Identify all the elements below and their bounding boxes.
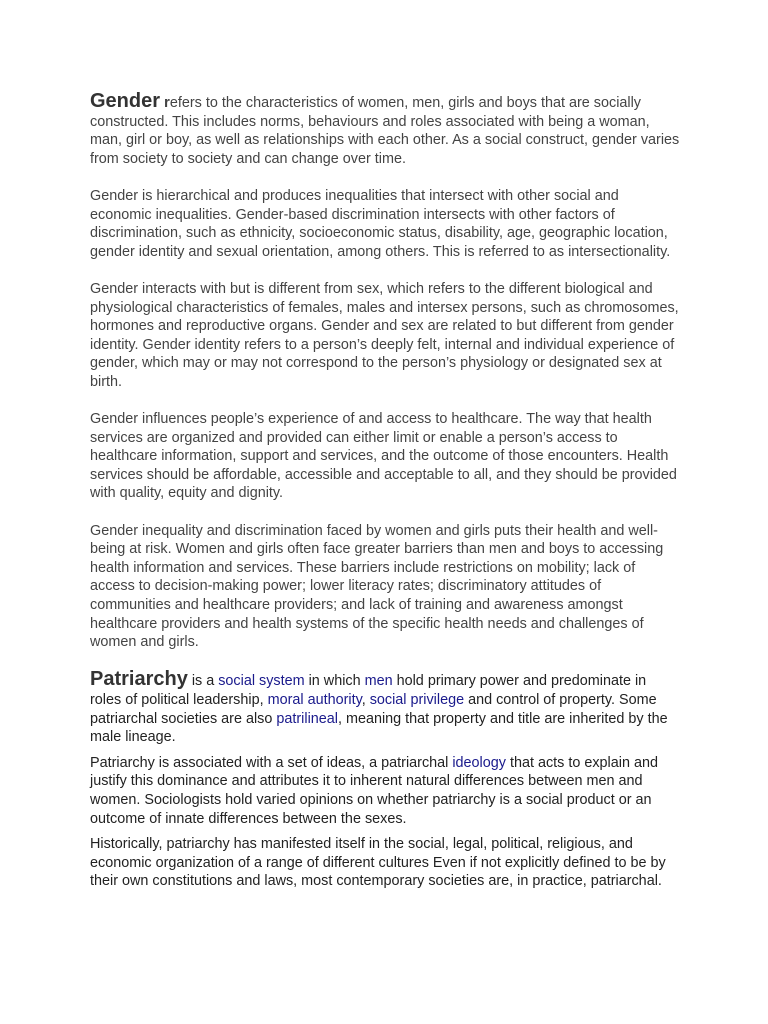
gender-paragraph-1-text: efers to the characteristics of women, men, girls and boys that are socially constructed. This includes norms, behaviours and roles associated with being a woman, man, girl or boy, as well as relationships with each other. As a social construct, gender varies from society to society and can change over time. bbox=[90, 95, 680, 167]
link-moral-authority[interactable]: moral authority bbox=[267, 692, 362, 708]
link-patrilineal[interactable]: patrilineal bbox=[276, 710, 338, 727]
patriarchy-paragraph-2 bbox=[90, 754, 680, 828]
gender-paragraph-4: Gender influences people’s experience of and access to healthcare. The way that health services are organized and provided can either limit or enable a person’s access to healthcare information, support and services, and the outcome of those encounters. Health services should be affordable, accessible and acceptable to all, and they should be provided with quality, equity and dignity. bbox=[90, 411, 677, 502]
gender-paragraph-3: Gender interacts with but is different from sex, which refers to the different biological and physiological characteristics of females, males and intersex persons, such as chromosomes, hormones and reproductive organs. Gender and sex are related to but different from gender identity. Gender identity refers to a person’s deeply felt, internal and individual experience of gender, which may or may not correspond to the person’s physiology or designated sex at birth. bbox=[90, 280, 679, 390]
gender-heading-word: Gender bbox=[90, 90, 161, 112]
link-men[interactable]: men bbox=[364, 673, 393, 690]
patriarchy-text-segment: that acts to explain and justify this dominance and attributes it to inherent natural differences between men and women. Sociologists hold varied opinions on whether patriarchy is a social product or an outcome of innate differences between the sexes. bbox=[90, 754, 658, 827]
patriarchy-text-segment: , meaning that property and title are inherited by the male lineage. bbox=[90, 710, 668, 746]
gender-paragraph-1 bbox=[90, 92, 680, 168]
patriarchy-text-segment: is a bbox=[187, 673, 219, 690]
patriarchy-text-segment: in which bbox=[304, 673, 365, 690]
link-social-privilege[interactable]: social privilege bbox=[369, 692, 465, 708]
patriarchy-text-segment: hold primary power and predominate in roles of political leadership, bbox=[90, 673, 647, 708]
link-ideology[interactable]: ideology bbox=[452, 754, 506, 771]
patriarchy-text-segment: Patriarchy is associated with a set of ideas, a patriarchal bbox=[90, 754, 453, 771]
document-page bbox=[90, 92, 680, 898]
patriarchy-paragraph-3: Historically, patriarchy has manifested itself in the social, legal, political, religious, and economic organization of a range of different cultures Even if not explicitly defined to be by their own constitutions and laws, most contemporary societies are, in practice, patriarchal. bbox=[90, 836, 666, 890]
patriarchy-paragraph-1 bbox=[90, 670, 680, 746]
gender-paragraph-5: Gender inequality and discrimination faced by women and girls puts their health and well-being at risk. Women and girls often face greater barriers than men and boys to accessing health information and services. These barriers include restrictions on mobility; lack of access to decision-making power; lower literacy rates; discriminatory attitudes of communities and healthcare providers; and lack of training and awareness amongst healthcare providers and health systems of the specific health needs and challenges of women and girls. bbox=[90, 522, 664, 651]
gender-heading-r: r bbox=[164, 94, 170, 111]
link-social-system[interactable]: social system bbox=[218, 673, 305, 690]
patriarchy-heading-word: Patriarchy bbox=[90, 668, 188, 691]
gender-paragraph-2: Gender is hierarchical and produces inequalities that intersect with other social and economic inequalities. Gender-based discrimination intersects with other factors of discrimination, such as ethnicity, socioeconomic status, disability, age, geographic location, gender identity and sexual orientation, among others. This is referred to as intersectionality. bbox=[90, 187, 671, 260]
patriarchy-text-segment: and control of property. Some patriarchal societies are also bbox=[90, 692, 657, 727]
patriarchy-text-segment: , bbox=[361, 692, 370, 708]
